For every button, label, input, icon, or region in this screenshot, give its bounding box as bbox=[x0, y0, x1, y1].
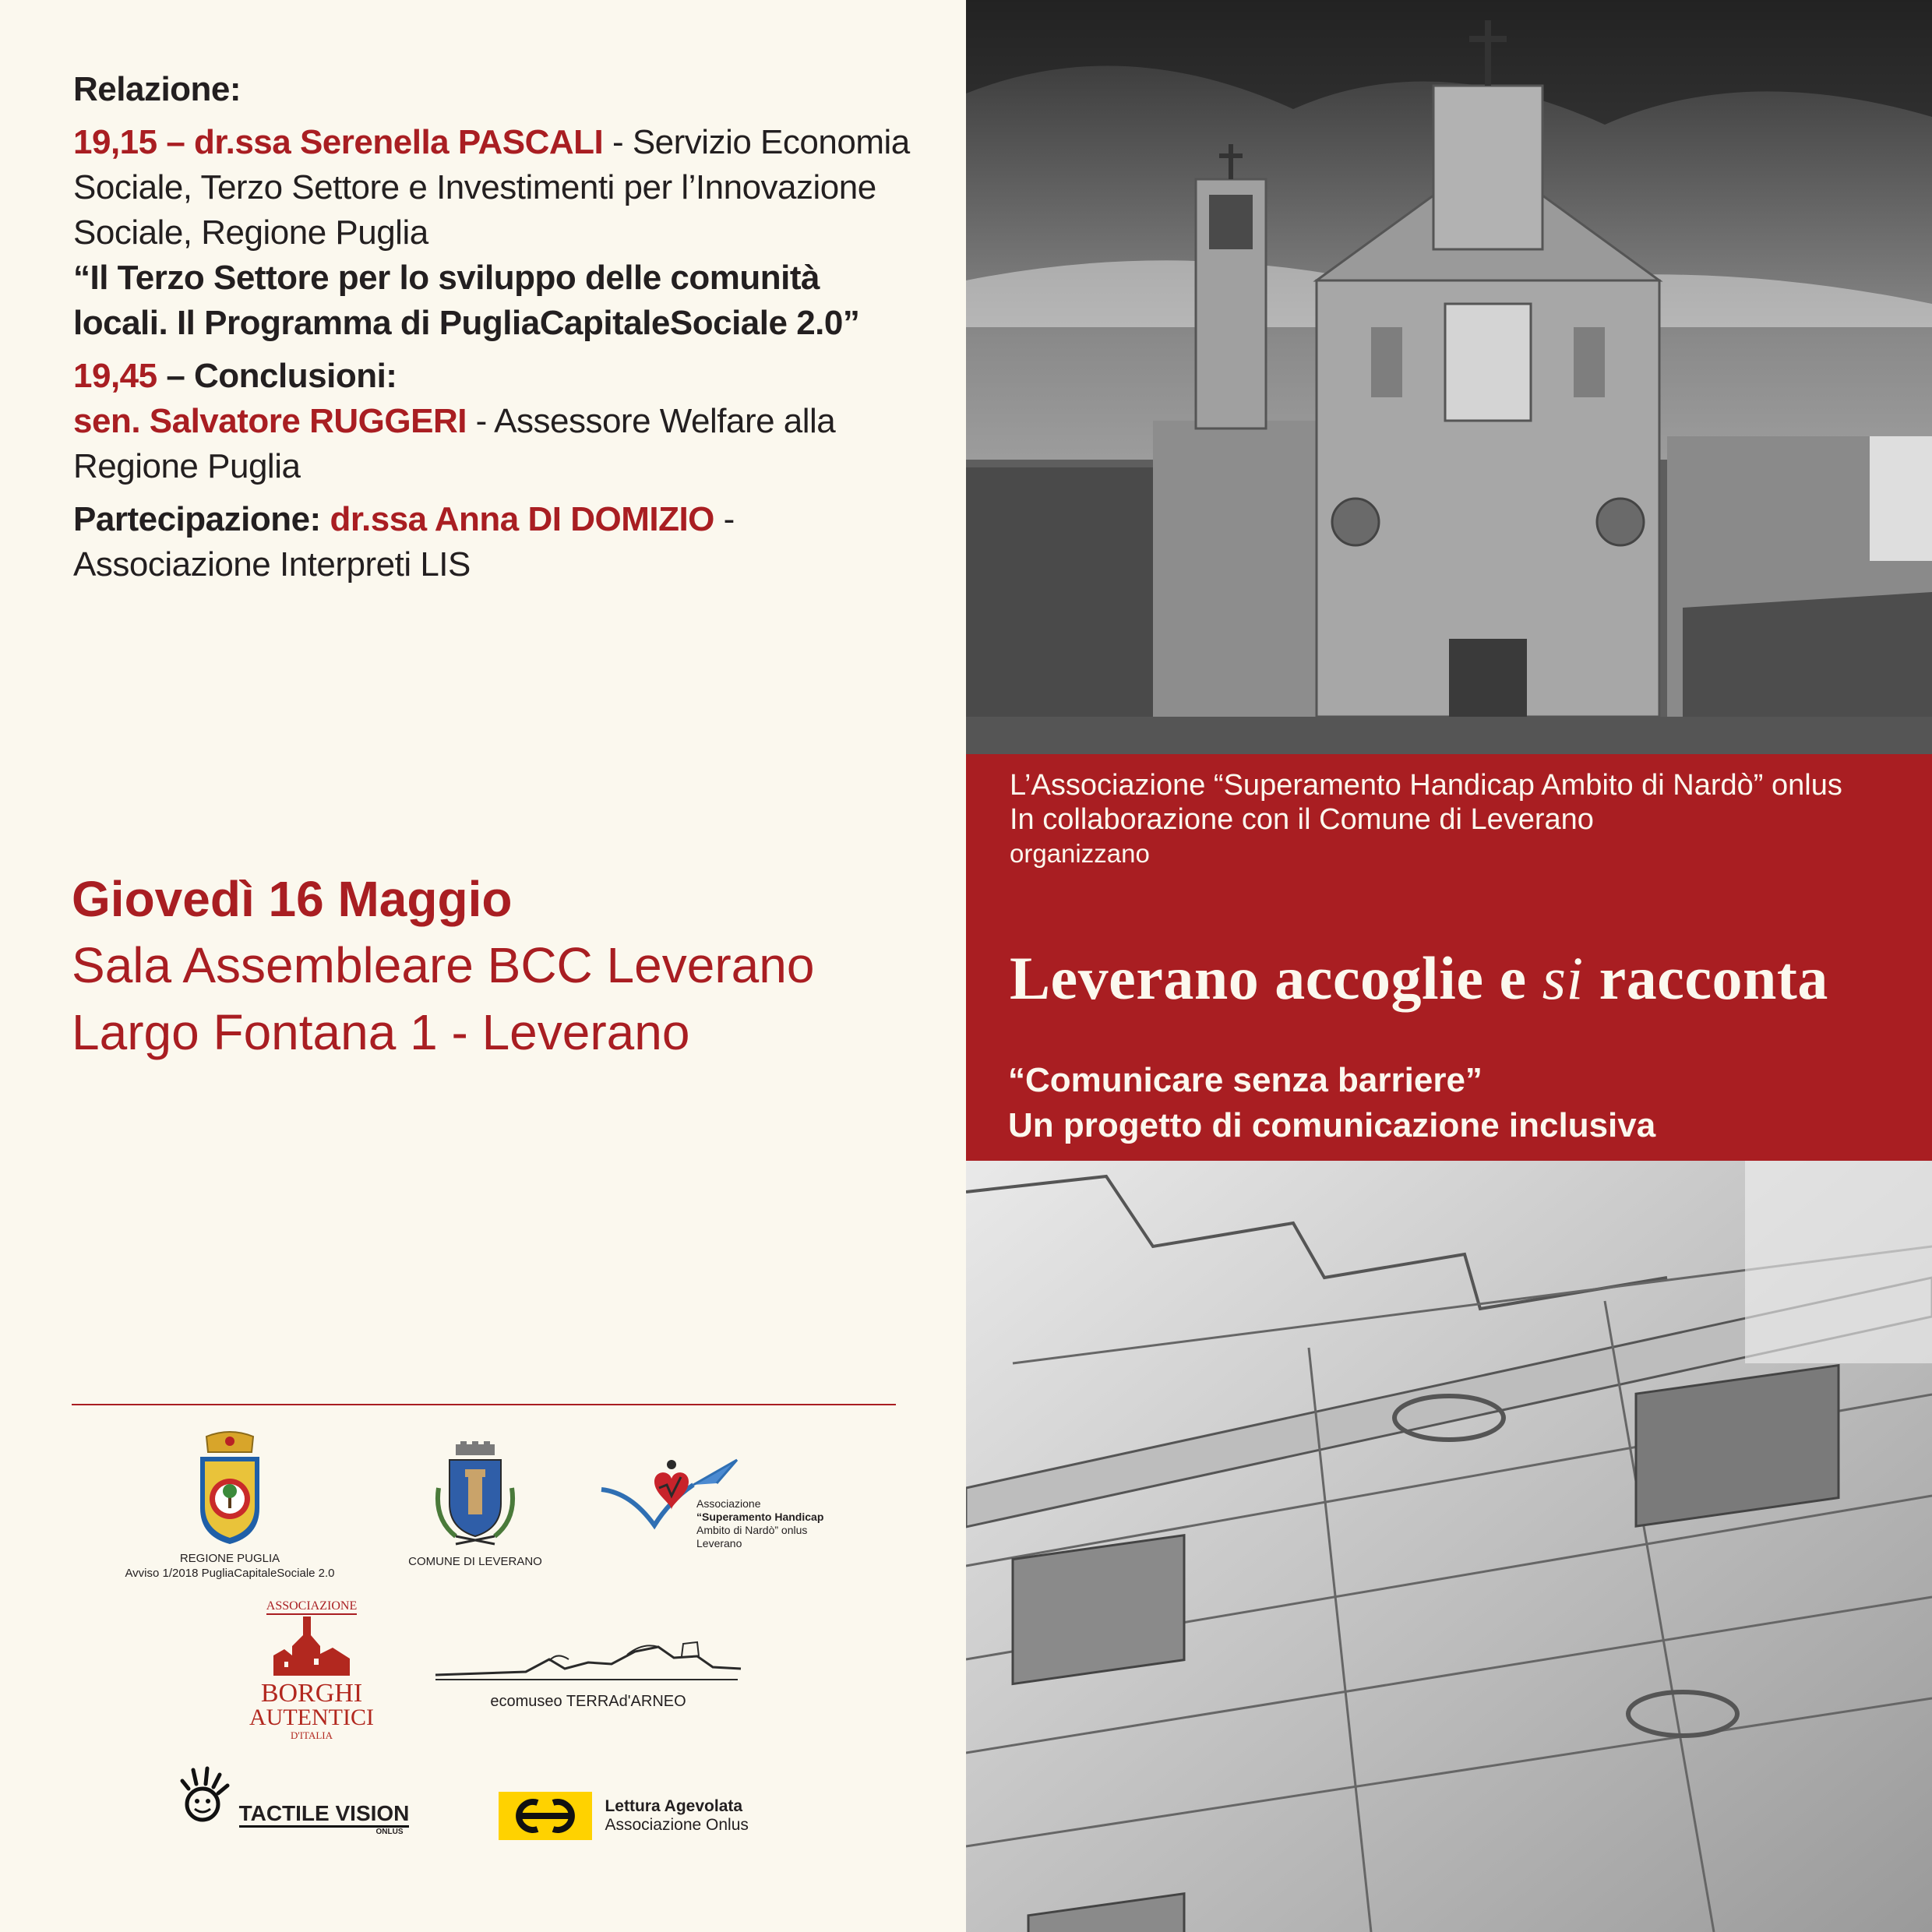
borghi-line-2: AUTENTICI bbox=[249, 1705, 374, 1730]
talk-1-title: “Il Terzo Settore per lo sviluppo delle comunità locali. Il Programma di PugliaCapitaleSociale 2.0” bbox=[73, 259, 860, 342]
org-line-1: L’Associazione “Superamento Handicap Ambito di Nardò” onlus bbox=[1010, 769, 1842, 802]
borghi-line-3: D'ITALIA bbox=[290, 1729, 333, 1741]
org-line-3: organizzano bbox=[1010, 839, 1150, 868]
header-band bbox=[966, 754, 1932, 1161]
regione-puglia-note: Avviso 1/2018 PugliaCapitaleSociale 2.0 bbox=[125, 1567, 335, 1580]
organizers bbox=[1010, 768, 1921, 871]
eye-c-icon bbox=[499, 1792, 592, 1840]
talk-2-heading bbox=[73, 354, 915, 399]
associazione-superamento-handicap-logo bbox=[600, 1454, 873, 1549]
tactile-vision-logo bbox=[171, 1762, 410, 1863]
partecipazione-role: - Associazione Interpreti LIS bbox=[73, 500, 735, 583]
main-title bbox=[1010, 941, 1921, 1016]
event-address: Largo Fontana 1 - Leverano bbox=[72, 1004, 690, 1060]
subtitle-line-2: Un progetto di comunicazione inclusiva bbox=[1008, 1106, 1656, 1144]
talk-1-role: - Servizio Economia Sociale, Terzo Settore e Investimenti per l’Innovazione Sociale, Regione Puglia bbox=[73, 123, 910, 252]
assoc-line-1: Associazione bbox=[696, 1497, 761, 1510]
subtitle-line-1: “Comunicare senza barriere” bbox=[1008, 1061, 1482, 1099]
castle-village-icon bbox=[269, 1615, 354, 1677]
landscape-line-icon bbox=[432, 1628, 744, 1690]
borghi-top: ASSOCIAZIONE bbox=[266, 1599, 357, 1615]
associazione-caption bbox=[696, 1497, 876, 1550]
comune-leverano-crest-icon bbox=[432, 1441, 518, 1550]
ecomuseo-caption-a: ecomuseo bbox=[490, 1693, 566, 1710]
talk-2-role: - Assessore Welfare alla Regione Puglia bbox=[73, 402, 836, 485]
subtitle bbox=[1008, 1058, 1920, 1148]
assoc-line-2: “Superamento Handicap bbox=[696, 1511, 824, 1523]
regione-puglia-name: REGIONE PUGLIA bbox=[179, 1552, 280, 1565]
talk-2-time: 19,45 bbox=[73, 357, 157, 395]
divider bbox=[72, 1404, 896, 1405]
assoc-line-3: Ambito di Nardò” onlus bbox=[696, 1524, 808, 1536]
talk-2-label: – Conclusioni: bbox=[157, 357, 397, 395]
event-details bbox=[72, 866, 944, 1066]
event-venue: Sala Assembleare BCC Leverano bbox=[72, 937, 815, 993]
borghi-autentici-logo bbox=[234, 1599, 390, 1742]
tactile-plan-photo bbox=[966, 1161, 1932, 1932]
tactile-name: TACTILE VISION bbox=[239, 1802, 410, 1828]
partecipazione-label: Partecipazione: bbox=[73, 500, 330, 538]
main-title-a: Leverano accoglie e bbox=[1010, 944, 1542, 1012]
comune-leverano-logo bbox=[390, 1441, 561, 1569]
lettura-line-1: Lettura Agevolata bbox=[605, 1797, 743, 1815]
program bbox=[73, 67, 915, 587]
talk-1-time-speaker: 19,15 – dr.ssa Serenella PASCALI bbox=[73, 123, 604, 161]
talk-1 bbox=[73, 120, 915, 256]
org-line-2: In collaborazione con il Comune di Leverano bbox=[1010, 803, 1594, 836]
tactile-sub: ONLUS bbox=[375, 1828, 404, 1836]
lettura-caption bbox=[605, 1797, 748, 1835]
partecipazione bbox=[73, 497, 915, 587]
assoc-line-4: Leverano bbox=[696, 1537, 742, 1549]
regione-puglia-logo bbox=[117, 1430, 343, 1581]
regione-puglia-crest-icon bbox=[191, 1430, 269, 1547]
event-date: Giovedì 16 Maggio bbox=[72, 871, 513, 927]
main-title-c: racconta bbox=[1583, 944, 1828, 1012]
talk-2 bbox=[73, 399, 915, 489]
talk-2-speaker: sen. Salvatore RUGGERI bbox=[73, 402, 467, 440]
borghi-line-1: BORGHI bbox=[260, 1679, 363, 1708]
ecomuseo-caption bbox=[428, 1694, 748, 1709]
partecipazione-name: dr.ssa Anna DI DOMIZIO bbox=[330, 500, 714, 538]
relazione-label: Relazione: bbox=[73, 70, 242, 108]
lettura-line-2: Associazione Onlus bbox=[605, 1816, 749, 1834]
comune-leverano-name: COMUNE DI LEVERANO bbox=[408, 1555, 542, 1568]
lettura-agevolata-logo bbox=[499, 1792, 810, 1840]
main-title-b: si bbox=[1542, 944, 1584, 1012]
ecomuseo-terra-darneo-logo bbox=[428, 1628, 748, 1709]
church-photo bbox=[966, 0, 1932, 754]
right-panel bbox=[966, 0, 1932, 1932]
ecomuseo-caption-b: TERRAd'ARNEO bbox=[566, 1693, 686, 1710]
